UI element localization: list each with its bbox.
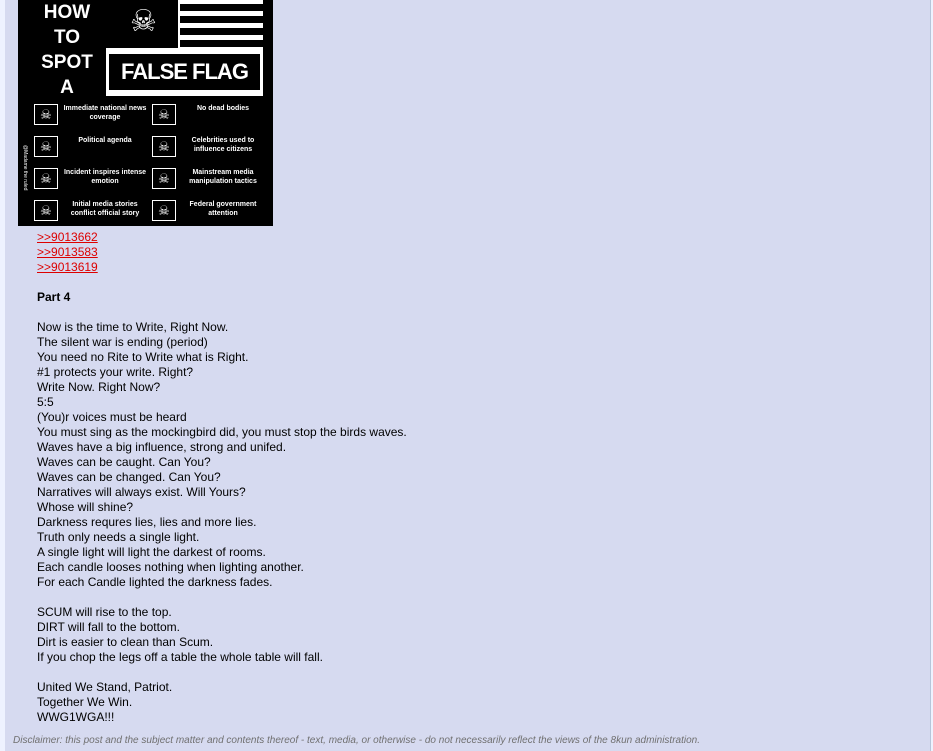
post-line: Write Now. Right Now? [37,380,161,394]
skull-icon: ☠ [152,104,176,125]
post-line: United We Stand, Patriot. [37,680,173,694]
post-line: Truth only needs a single light. [37,530,200,544]
image-item: ☠ Mainstream media manipulation tactics [150,166,268,194]
post-paragraph [37,320,917,590]
post-paragraph [37,605,917,665]
image-title [32,0,102,100]
skull-icon: ☠ [152,168,176,189]
flag-stripe [180,40,263,47]
post-line: If you chop the legs off a table the whole table will fall. [37,650,323,664]
post-line: #1 protects your write. Right? [37,365,194,379]
post-line: Waves have a big influence, strong and unifed. [37,440,287,454]
post-line: Darkness requres lies, lies and more lies. [37,515,257,529]
image-title-word: A [60,77,74,98]
quote-link[interactable]: >>9013662 [37,230,98,244]
post-line: Together We Win. [37,695,133,709]
post-paragraph [37,680,917,725]
image-title-word: TO [53,27,81,48]
flag-stripe [180,4,263,11]
flag-stripe [180,28,263,35]
post-container [5,0,931,751]
post-line: Whose will shine? [37,500,134,514]
post-heading: Part 4 [37,290,71,304]
skull-icon: ☠ [34,136,58,157]
flag-stripe [180,16,263,23]
post-line: You must sing as the mockingbird did, you must stop the birds waves. [37,425,407,439]
post-line: Waves can be changed. Can You? [37,470,221,484]
skull-icon: ☠ [34,200,58,221]
image-item: ☠ Federal government attention [150,198,268,226]
post-line: For each Candle lighted the darkness fades. [37,575,273,589]
image-side-text: @Madame the ruled [22,145,28,191]
post-line: WWG1WGA!!! [37,710,115,724]
image-title-word: HOW [43,2,91,23]
post-line: A single light will light the darkest of rooms. [37,545,266,559]
skull-icon: ☠ [34,104,58,125]
image-item: ☠ Incident inspires intense emotion [32,166,150,194]
skull-icon: ☠ [152,200,176,221]
post-line: Each candle looses nothing when lighting another. [37,560,304,574]
post-line: Narratives will always exist. Will Yours? [37,485,246,499]
skull-icon: ☠ [130,5,157,38]
post-image[interactable] [18,0,273,226]
post-line: Now is the time to Write, Right Now. [37,320,229,334]
flag-text: FALSE FLAG [109,54,260,90]
post-body [37,230,917,725]
image-item: ☠ Celebrities used to influence citizens [150,134,268,162]
image-item: ☠ Immediate national news coverage [32,102,150,130]
post-line: Dirt is easier to clean than Scum. [37,635,214,649]
post-line: SCUM will rise to the top. [37,605,172,619]
quote-link[interactable]: >>9013583 [37,245,98,259]
image-item: ☠ No dead bodies [150,102,268,130]
post-line: Waves can be caught. Can You? [37,455,211,469]
post-line: You need no Rite to Write what is Right. [37,350,249,364]
skull-icon: ☠ [152,136,176,157]
disclaimer-text: Disclaimer: this post and the subject matter and contents thereof - text, media, or otherwise - do not necessarily reflect the views of the 8kun administration. [13,735,700,746]
image-item: ☠ Political agenda [32,134,150,162]
quote-link[interactable]: >>9013619 [37,260,98,274]
image-title-word: SPOT [41,52,93,73]
image-item: ☠ Initial media stories conflict official story [32,198,150,226]
post-line: (You)r voices must be heard [37,410,187,424]
post-line: 5:5 [37,395,54,409]
skull-icon: ☠ [34,168,58,189]
post-line: The silent war is ending (period) [37,335,208,349]
post-line: DIRT will fall to the bottom. [37,620,180,634]
